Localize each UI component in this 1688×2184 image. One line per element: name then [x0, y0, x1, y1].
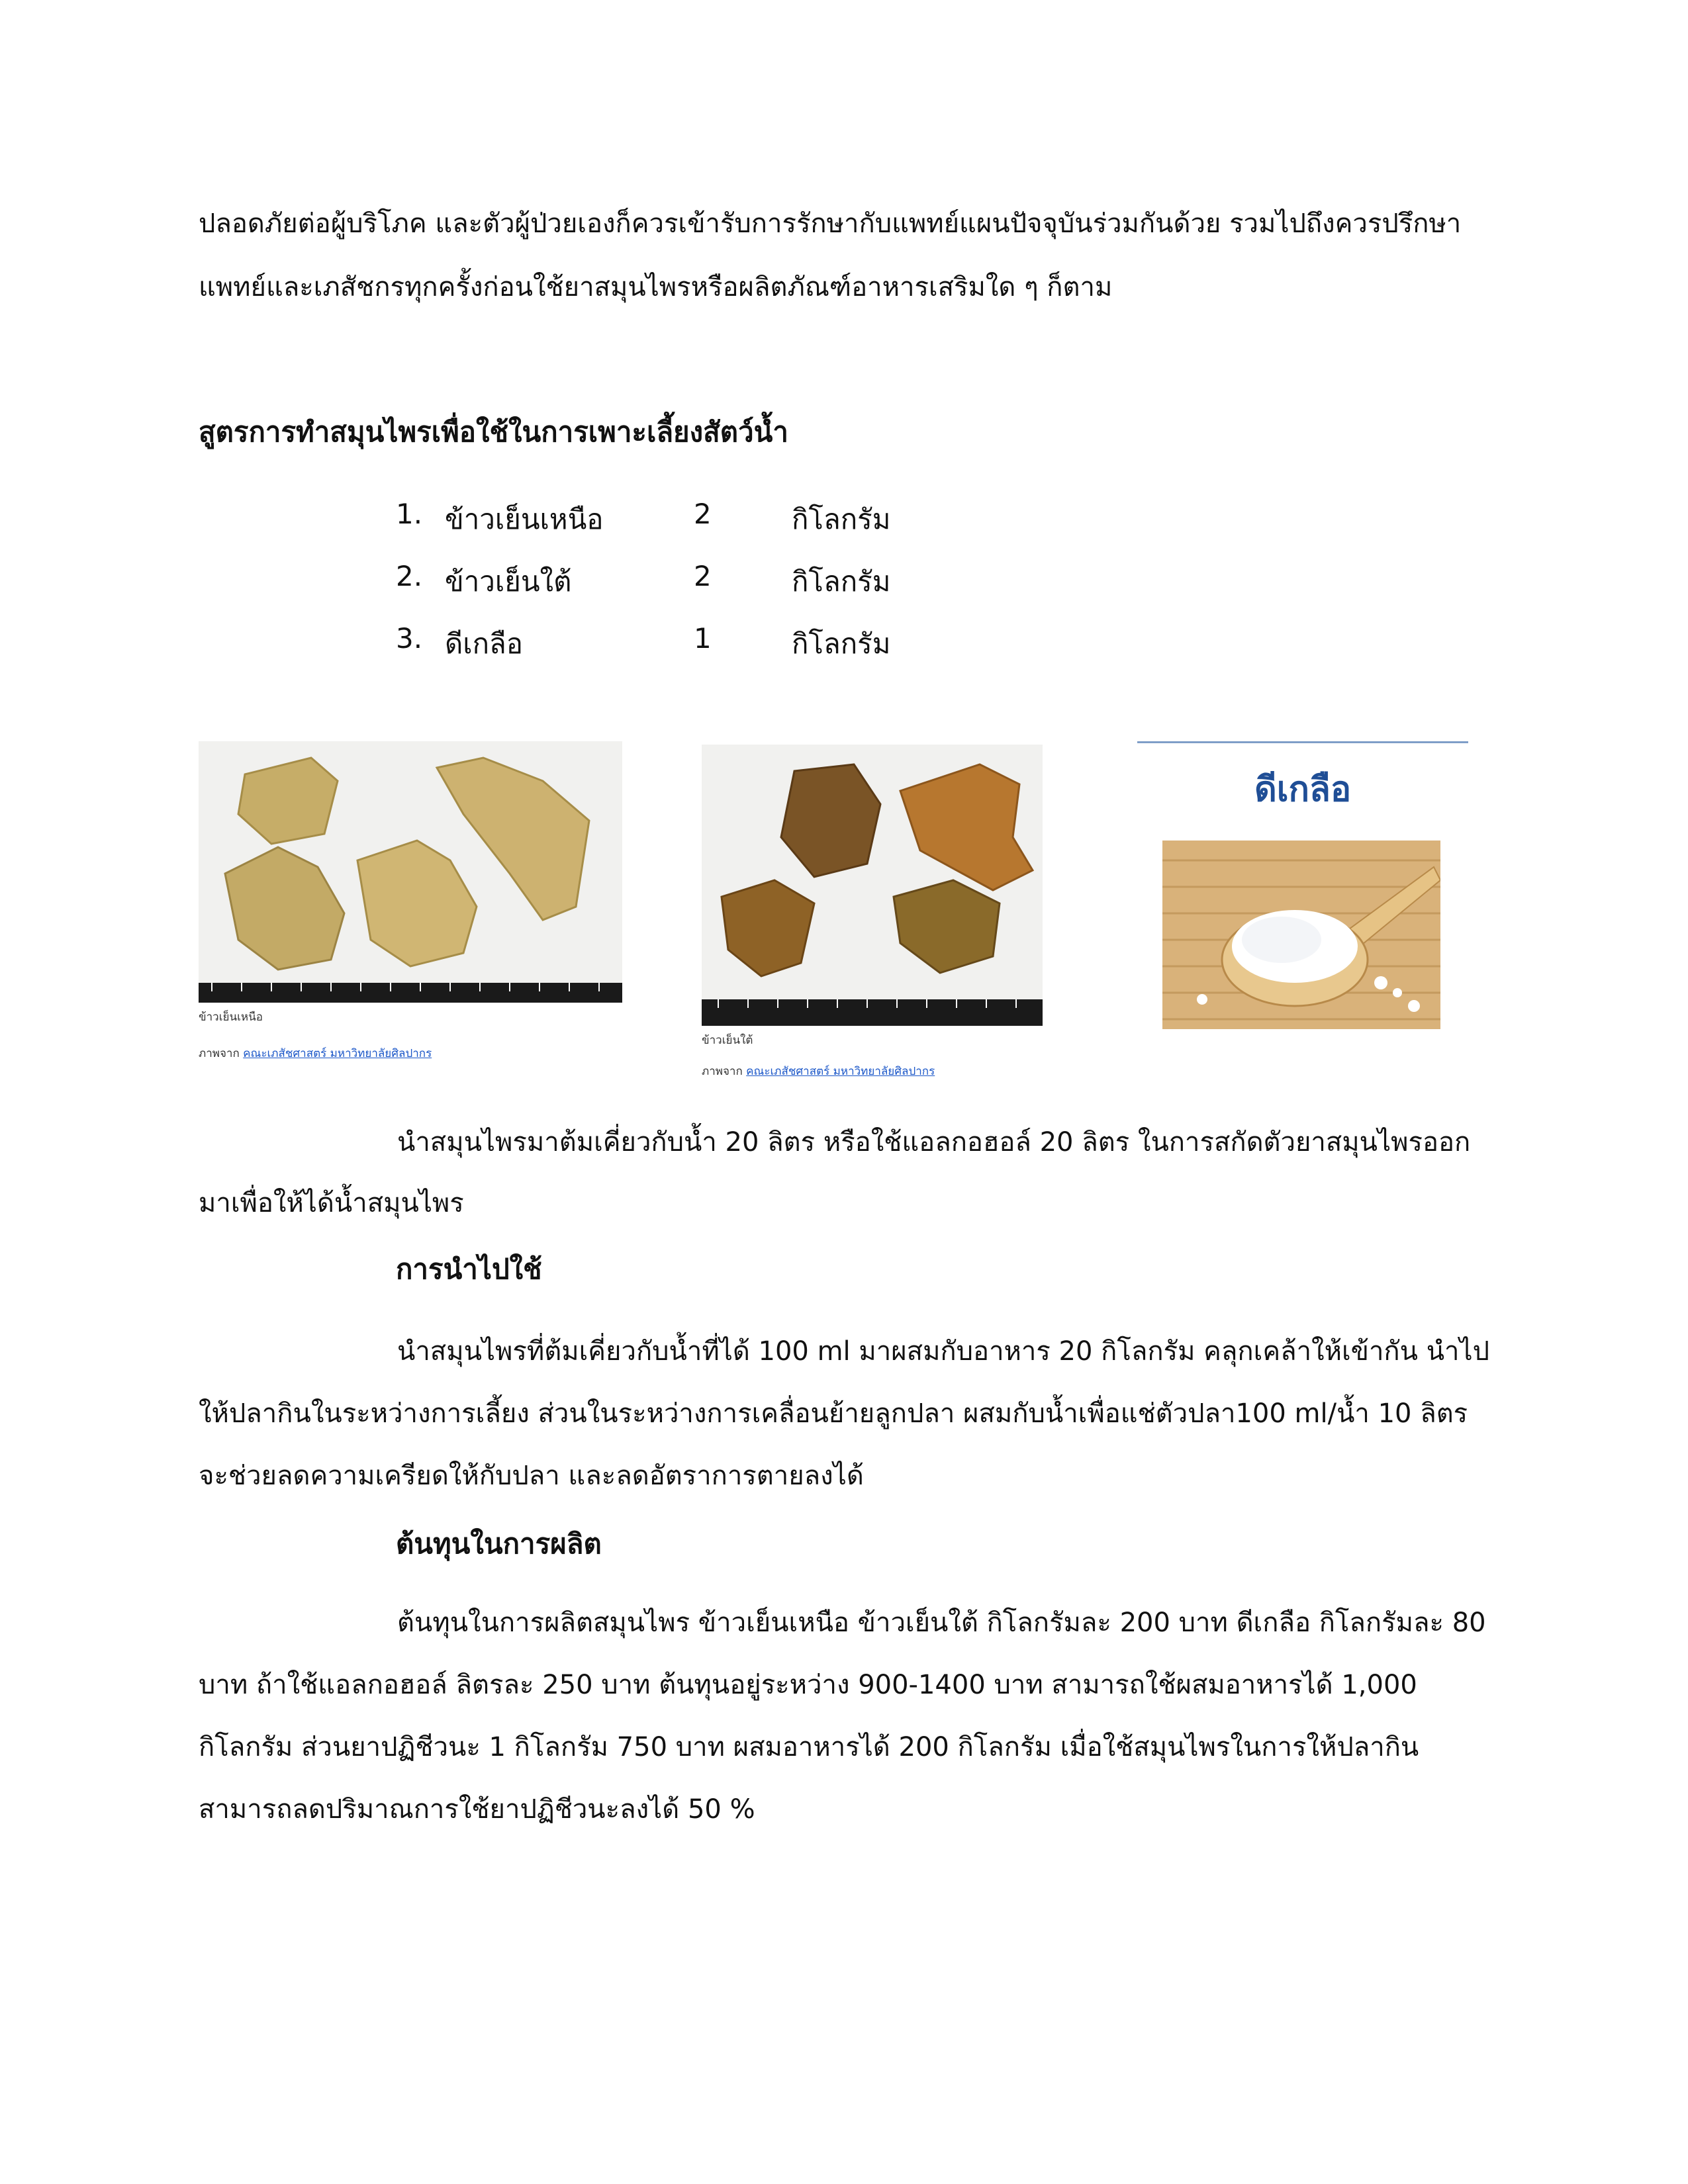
- ingredient-qty: 2: [694, 560, 712, 592]
- image-credit-link[interactable]: คณะเภสัชศาสตร์ มหาวิทยาลัยศิลปากร: [243, 1047, 432, 1060]
- ingredient-number: 2.: [396, 560, 423, 592]
- image-credit-link[interactable]: คณะเภสัชศาสตร์ มหาวิทยาลัยศิลปากร: [746, 1065, 935, 1078]
- herb-root-illustration: [199, 741, 622, 1003]
- heading-usage: การนำไปใช้: [396, 1253, 542, 1285]
- ingredient-name: ข้าวเย็นเหนือ: [445, 503, 604, 535]
- paragraph-boil: นำสมุนไพรมาต้มเคี่ยวกับน้ำ 20 ลิตร หรือใช้แอลกอฮอล์ 20 ลิตร ในการสกัดตัวยาสมุนไพรออกมาเพื่อให้ได้น้ำสมุนไพร: [199, 1127, 1471, 1218]
- salt-spoon-illustration: [1162, 841, 1440, 1029]
- photo-di-kluea: [1137, 741, 1468, 1032]
- herb-root-illustration: [702, 745, 1043, 1026]
- image-credit-prefix: ภาพจาก: [199, 1047, 240, 1060]
- ingredient-unit: กิโลกรัม: [792, 565, 891, 598]
- photo-khao-yen-nuea: [199, 741, 622, 1003]
- image-caption: ข้าวเย็นใต้: [702, 1034, 753, 1047]
- di-kluea-label: ดีเกลือ: [1254, 770, 1352, 809]
- paragraph-usage: นำสมุนไพรที่ต้มเคี่ยวกับน้ำที่ได้ 100 ml มาผสมกับอาหาร 20 กิโลกรัม คลุกเคล้าให้เข้ากัน นำไปให้ปลากินในระหว่างการเลี้ยง ส่วนในระหว่างการเคลื่อนย้ายลูกปลา ผสมกับน้ำเพื่อแช่ตัวปลา100 ml/น้ำ 10 ลิตร จะช่วยลดความเครียดให้กับปลา และลดอัตราการตายลงได้: [199, 1336, 1490, 1491]
- ingredient-unit: กิโลกรัม: [792, 627, 891, 660]
- paragraph-intro: ปลอดภัยต่อผู้บริโภค และตัวผู้ป่วยเองก็ควรเข้ารับการรักษากับแพทย์แผนปัจจุบันร่วมกันด้วย รวมไปถึงควรปรึกษาแพทย์และเภสัชกรทุกครั้งก่อนใช้ยาสมุนไพรหรือผลิตภัณฑ์อาหารเสริมใด ๆ ก็ตาม: [199, 208, 1462, 302]
- top-rule: [1137, 741, 1468, 743]
- ingredient-name: ดีเกลือ: [445, 627, 524, 660]
- heading-recipe: สูตรการทำสมุนไพรเพื่อใช้ในการเพาะเลี้ยงสัตว์น้ำ: [199, 416, 788, 448]
- photo-khao-yen-tai: [702, 745, 1043, 1026]
- image-credit-prefix: ภาพจาก: [702, 1065, 743, 1078]
- paragraph-cost: ต้นทุนในการผลิตสมุนไพร ข้าวเย็นเหนือ ข้าวเย็นใต้ กิโลกรัมละ 200 บาท ดีเกลือ กิโลกรัมละ 80 บาท ถ้าใช้แอลกอฮอล์ ลิตรละ 250 บาท ต้นทุนอยู่ระหว่าง 900-1400 บาท สามารถใช้ผสมอาหารได้ 1,000 กิโลกรัม ส่วนยาปฏิชีวนะ 1 กิโลกรัม 750 บาท ผสมอาหารได้ 200 กิโลกรัม เมื่อใช้สมุนไพรในการให้ปลากิน สามารถลดปริมาณการใช้ยาปฏิชีวนะลงได้ 50 %: [199, 1608, 1486, 1825]
- image-credit: [199, 1044, 432, 1062]
- ingredient-number: 1.: [396, 498, 423, 530]
- ingredient-name: ข้าวเย็นใต้: [445, 565, 572, 598]
- heading-cost: ต้นทุนในการผลิต: [396, 1527, 602, 1560]
- ingredient-qty: 1: [694, 622, 712, 655]
- image-caption: ข้าวเย็นเหนือ: [199, 1011, 263, 1024]
- ingredient-qty: 2: [694, 498, 712, 530]
- image-credit: [702, 1062, 935, 1080]
- ingredient-unit: กิโลกรัม: [792, 503, 891, 535]
- ingredient-number: 3.: [396, 622, 423, 655]
